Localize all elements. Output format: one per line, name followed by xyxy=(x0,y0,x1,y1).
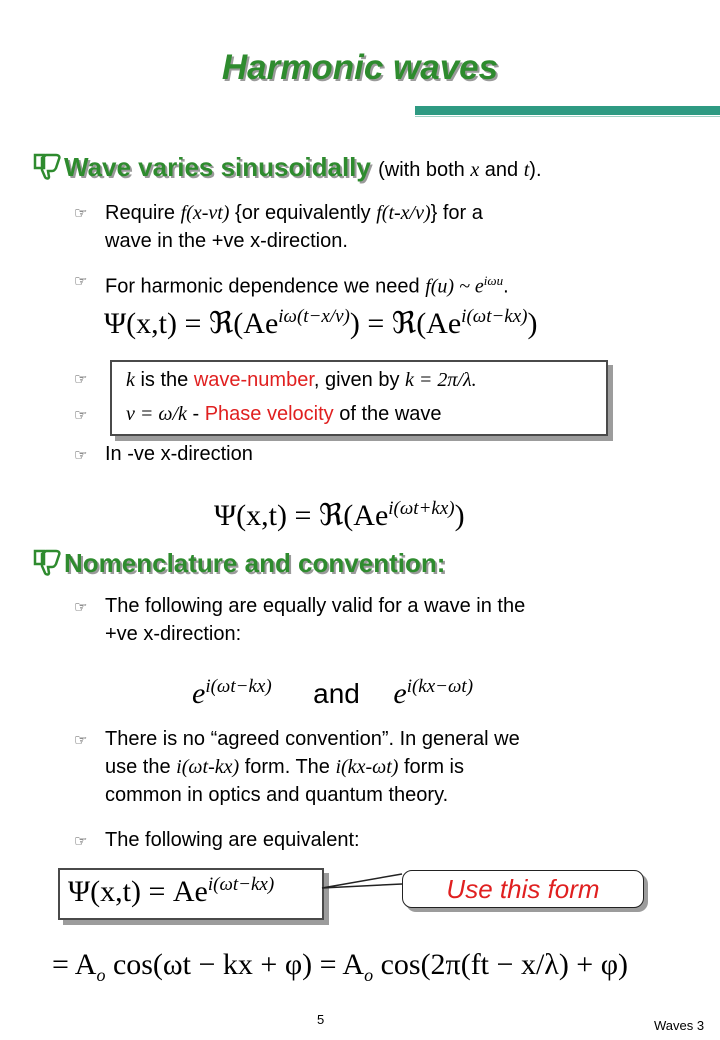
equation-3: $e^{i(\omega t-kx)}$ and $e^{i(kx-\omega t)}$ xyxy=(192,676,474,710)
title-rule-thin xyxy=(415,116,720,117)
thumbs-down-icon xyxy=(32,152,62,187)
hand-pointer-icon: ☞ xyxy=(74,833,88,850)
hand-pointer-icon: ☞ xyxy=(74,371,88,388)
thumbs-down-icon xyxy=(32,548,62,583)
hand-pointer-icon: ☞ xyxy=(74,599,88,616)
bullet-require: Require f(x-vt) {or equivalently f(t-x/v)} for a wave in the +ve x-direction. xyxy=(105,202,483,252)
use-this-form-callout: Use this form xyxy=(402,870,644,908)
section-heading-wave xyxy=(64,152,542,183)
page-number: 5 xyxy=(317,1012,325,1027)
equation-5: = $A_o$ cos(ωt − kx + $\varphi) = A_o$ cos(2π(ft − x/λ) + φ) xyxy=(52,948,629,985)
hand-pointer-icon: ☞ xyxy=(74,732,88,749)
footer-label: Waves 3 xyxy=(654,1018,705,1033)
bullet-harmonic: For harmonic dependence we need f(u) ~ $e^{i\omega u}$. xyxy=(105,273,509,298)
phase-velocity-line: v = ω/k - Phase velocity of the wave xyxy=(126,403,442,425)
hand-pointer-icon: ☞ xyxy=(74,447,88,464)
bullet-equivalent: The following are equivalent: xyxy=(105,829,360,851)
definition-box xyxy=(110,360,608,436)
wave-number-line: k is the wave-number, given by k = 2π/λ. xyxy=(126,369,477,391)
bullet-negative-direction: In -ve x-direction xyxy=(105,443,253,465)
hand-pointer-icon: ☞ xyxy=(74,407,88,424)
equation-4-box xyxy=(58,868,324,920)
hand-pointer-icon: ☞ xyxy=(74,205,88,222)
bullet-convention: There is no “agreed convention”. In general we use the i(ωt-kx) form. The i(kx-ωt) form is common in optics and quantum theory. xyxy=(105,728,520,806)
page-title: Harmonic waves xyxy=(221,48,499,87)
title-rule xyxy=(415,106,720,115)
equation-2: $\Psi(x,t) = ℜ(Ae^{i(\omega t+kx)})$ xyxy=(214,498,465,532)
hand-pointer-icon: ☞ xyxy=(74,273,88,290)
bullet-equally-valid: The following are equally valid for a wave in the +ve x-direction: xyxy=(105,595,526,645)
equation-1: $\Psi(x,t) = ℜ(Ae^{i\omega(t-x/v)})$ = $ℜ(Ae^{i(\omega t-kx)})$ xyxy=(104,306,538,340)
section-heading-nomenclature: Nomenclature and convention: xyxy=(64,548,446,578)
equation-4: $\Psi(x,t) = Ae^{i(\omega t-kx)}$ xyxy=(68,874,275,908)
heading-text: Wave varies sinusoidally xyxy=(64,152,371,182)
heading-extra: (with both x and t). xyxy=(378,159,542,181)
